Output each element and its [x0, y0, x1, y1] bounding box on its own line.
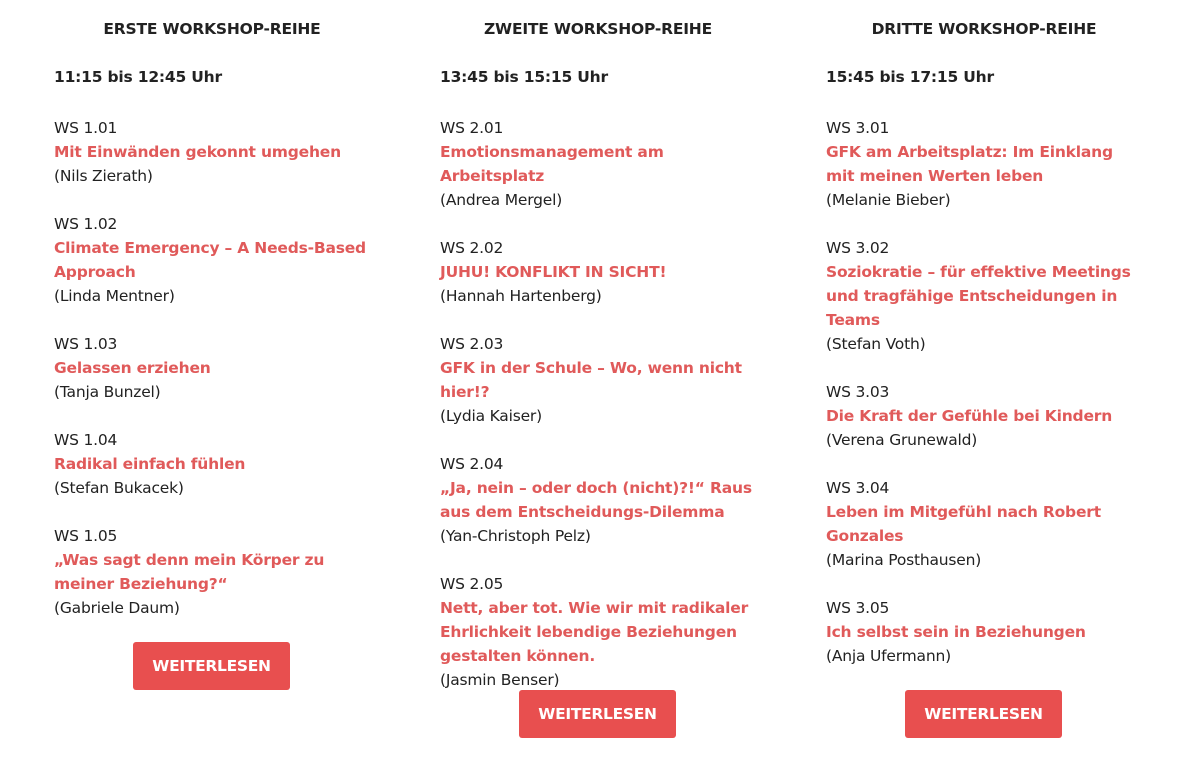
workshop-code: WS 1.01 [54, 119, 118, 137]
workshop-speaker: (Marina Posthausen) [826, 551, 982, 569]
workshop-title-link[interactable]: Leben im Mitgefühl nach Robert Gonzales [826, 503, 1101, 545]
workshop-code: WS 1.03 [54, 335, 118, 353]
workshop-code: WS 1.05 [54, 527, 118, 545]
workshop-item [826, 476, 1146, 572]
workshop-title-link[interactable]: Mit Einwänden gekonnt umgehen [54, 143, 341, 161]
workshop-title-link[interactable]: Radikal einfach fühlen [54, 455, 246, 473]
workshop-item [54, 428, 374, 500]
workshop-speaker: (Hannah Hartenberg) [440, 287, 602, 305]
series-time: 11:15 bis 12:45 Uhr [54, 68, 222, 86]
workshop-item [54, 212, 374, 308]
workshop-speaker: (Stefan Voth) [826, 335, 926, 353]
workshop-speaker: (Verena Grunewald) [826, 431, 978, 449]
workshop-title-link[interactable]: „Was sagt denn mein Körper zu meiner Beziehung?“ [54, 551, 325, 593]
workshop-speaker: (Jasmin Benser) [440, 671, 560, 689]
workshop-item [826, 116, 1146, 212]
workshop-item [826, 380, 1146, 452]
workshop-item [440, 572, 760, 692]
workshop-code: WS 3.05 [826, 599, 890, 617]
workshop-code: WS 2.01 [440, 119, 504, 137]
workshop-item [54, 524, 374, 620]
workshop-code: WS 2.02 [440, 239, 504, 257]
workshop-code: WS 3.02 [826, 239, 890, 257]
workshop-speaker: (Melanie Bieber) [826, 191, 951, 209]
workshop-item [826, 596, 1146, 668]
workshop-title-link[interactable]: Climate Emergency – A Needs-Based Approach [54, 239, 366, 281]
workshop-code: WS 1.04 [54, 431, 118, 449]
workshop-speaker: (Gabriele Daum) [54, 599, 180, 617]
series-time: 15:45 bis 17:15 Uhr [826, 68, 994, 86]
workshop-item [440, 116, 760, 212]
workshop-list [826, 116, 1146, 692]
workshop-speaker: (Nils Zierath) [54, 167, 153, 185]
workshop-list [440, 116, 760, 716]
workshop-code: WS 2.05 [440, 575, 504, 593]
workshop-item [440, 452, 760, 548]
series-title: DRITTE WORKSHOP-REIHE [871, 20, 1097, 38]
workshop-code: WS 3.01 [826, 119, 890, 137]
read-more-button[interactable]: WEITERLESEN [133, 642, 290, 690]
workshop-title-link[interactable]: JUHU! KONFLIKT IN SICHT! [440, 263, 667, 281]
workshop-title-link[interactable]: Soziokratie – für effektive Meetings und tragfähige Entscheidungen in Teams [826, 263, 1131, 329]
workshop-title-link[interactable]: Gelassen erziehen [54, 359, 211, 377]
workshop-speaker: (Lydia Kaiser) [440, 407, 542, 425]
workshop-title-link[interactable]: Emotionsmanagement am Arbeitsplatz [440, 143, 664, 185]
workshop-title-link[interactable]: Nett, aber tot. Wie wir mit radikaler Ehrlichkeit lebendige Beziehungen gestalten können. [440, 599, 749, 665]
workshop-speaker: (Stefan Bukacek) [54, 479, 184, 497]
workshop-item [54, 116, 374, 188]
workshop-code: WS 3.04 [826, 479, 890, 497]
read-more-button[interactable]: WEITERLESEN [519, 690, 676, 738]
workshop-speaker: (Anja Ufermann) [826, 647, 951, 665]
workshop-code: WS 2.04 [440, 455, 504, 473]
workshop-title-link[interactable]: GFK in der Schule – Wo, wenn nicht hier!? [440, 359, 742, 401]
workshop-speaker: (Andrea Mergel) [440, 191, 563, 209]
read-more-button[interactable]: WEITERLESEN [905, 690, 1062, 738]
workshop-item [440, 236, 760, 308]
workshop-title-link[interactable]: Ich selbst sein in Beziehungen [826, 623, 1086, 641]
workshop-list [54, 116, 374, 644]
workshop-title-link[interactable]: GFK am Arbeitsplatz: Im Einklang mit meinen Werten leben [826, 143, 1113, 185]
series-title: ERSTE WORKSHOP-REIHE [103, 20, 321, 38]
series-time: 13:45 bis 15:15 Uhr [440, 68, 608, 86]
workshop-code: WS 1.02 [54, 215, 118, 233]
workshop-code: WS 2.03 [440, 335, 504, 353]
series-title: ZWEITE WORKSHOP-REIHE [484, 20, 712, 38]
workshop-speaker: (Linda Mentner) [54, 287, 175, 305]
workshop-item [440, 332, 760, 428]
workshop-code: WS 3.03 [826, 383, 890, 401]
workshop-item [826, 236, 1146, 356]
workshop-speaker: (Tanja Bunzel) [54, 383, 161, 401]
workshop-title-link[interactable]: „Ja, nein – oder doch (nicht)?!“ Raus aus dem Entscheidungs-Dilemma [440, 479, 752, 521]
workshop-speaker: (Yan-Christoph Pelz) [440, 527, 591, 545]
workshop-item [54, 332, 374, 404]
workshop-title-link[interactable]: Die Kraft der Gefühle bei Kindern [826, 407, 1113, 425]
